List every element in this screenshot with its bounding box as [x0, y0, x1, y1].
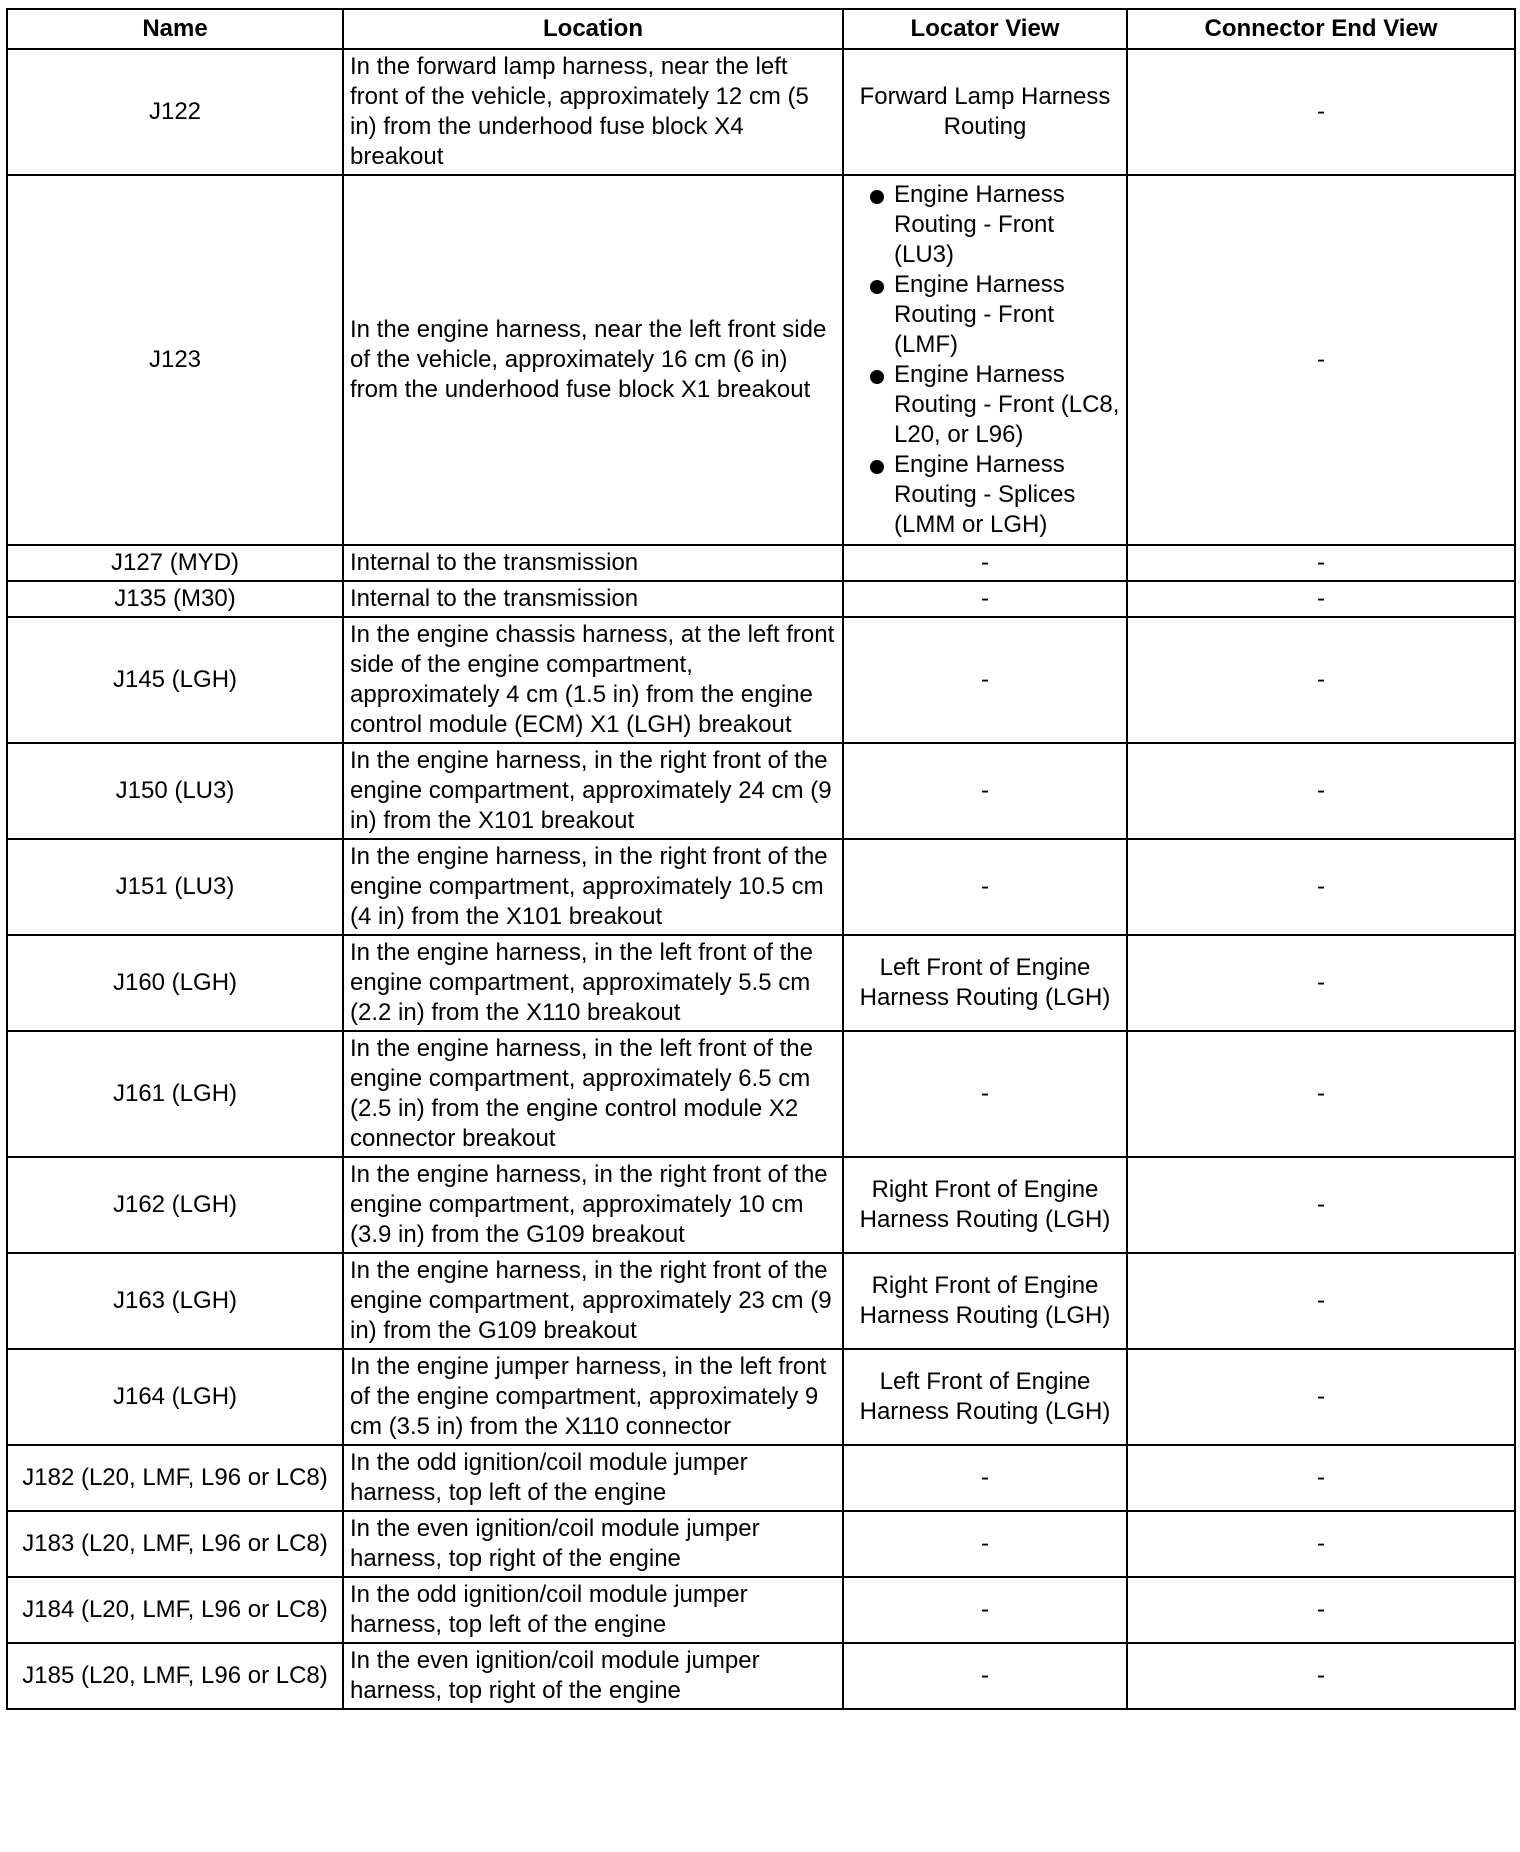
cell-locator-view: - [843, 545, 1127, 581]
table-row [7, 1031, 1515, 1157]
cell-connector-end-view: - [1127, 1643, 1515, 1709]
cell-location: In the even ignition/coil module jumper harness, top right of the engine [343, 1643, 843, 1709]
cell-location: In the engine jumper harness, in the left front of the engine compartment, approximately 9 cm (3.5 in) from the X110 connector [343, 1349, 843, 1445]
cell-locator-view: - [843, 1511, 1127, 1577]
cell-locator-view: Forward Lamp Harness Routing [843, 49, 1127, 175]
list-item-text: Engine Harness Routing - Splices (LMM or LGH) [894, 451, 1076, 538]
cell-locator-view: - [843, 1031, 1127, 1157]
document-page [6, 8, 1514, 1710]
cell-locator-view: - [843, 743, 1127, 839]
table-row [7, 545, 1515, 581]
cell-locator-view: Right Front of Engine Harness Routing (LGH) [843, 1157, 1127, 1253]
cell-name: J184 (L20, LMF, L96 or LC8) [7, 1577, 343, 1643]
cell-name: J150 (LU3) [7, 743, 343, 839]
bullet-icon [870, 460, 884, 474]
cell-location: In the engine harness, in the right front of the engine compartment, approximately 24 cm (9 in) from the X101 breakout [343, 743, 843, 839]
list-item [850, 360, 1120, 450]
cell-locator-view: Right Front of Engine Harness Routing (LGH) [843, 1253, 1127, 1349]
bullet-icon [870, 370, 884, 384]
cell-location: In the engine harness, in the right front of the engine compartment, approximately 23 cm (9 in) from the G109 breakout [343, 1253, 843, 1349]
cell-connector-end-view: - [1127, 1349, 1515, 1445]
cell-name: J162 (LGH) [7, 1157, 343, 1253]
table-row [7, 581, 1515, 617]
cell-location: In the engine harness, near the left front side of the vehicle, approximately 16 cm (6 in) from the underhood fuse block X1 breakout [343, 175, 843, 545]
table-row [7, 743, 1515, 839]
cell-name: J151 (LU3) [7, 839, 343, 935]
cell-name: J127 (MYD) [7, 545, 343, 581]
table-row [7, 49, 1515, 175]
cell-location: Internal to the transmission [343, 545, 843, 581]
cell-location: In the engine harness, in the left front of the engine compartment, approximately 5.5 cm (2.2 in) from the X110 breakout [343, 935, 843, 1031]
cell-location: In the engine harness, in the right front of the engine compartment, approximately 10 cm (3.9 in) from the G109 breakout [343, 1157, 843, 1253]
cell-connector-end-view: - [1127, 581, 1515, 617]
cell-name: J183 (L20, LMF, L96 or LC8) [7, 1511, 343, 1577]
table-row [7, 1577, 1515, 1643]
cell-name: J122 [7, 49, 343, 175]
cell-connector-end-view: - [1127, 935, 1515, 1031]
table-row [7, 1445, 1515, 1511]
table-row [7, 935, 1515, 1031]
header-connector-end-view: Connector End View [1127, 9, 1515, 49]
cell-locator-view: - [843, 839, 1127, 935]
cell-name: J185 (L20, LMF, L96 or LC8) [7, 1643, 343, 1709]
table-row [7, 175, 1515, 545]
cell-location: In the forward lamp harness, near the left front of the vehicle, approximately 12 cm (5 in) from the underhood fuse block X4 breakout [343, 49, 843, 175]
cell-name: J182 (L20, LMF, L96 or LC8) [7, 1445, 343, 1511]
bullet-icon [870, 280, 884, 294]
list-item [850, 180, 1120, 270]
cell-locator-view: - [843, 617, 1127, 743]
cell-locator-view: Left Front of Engine Harness Routing (LGH) [843, 1349, 1127, 1445]
cell-locator-view: - [843, 1445, 1127, 1511]
cell-locator-view: - [843, 1577, 1127, 1643]
table-row [7, 1511, 1515, 1577]
list-item [850, 270, 1120, 360]
cell-name: J163 (LGH) [7, 1253, 343, 1349]
header-name: Name [7, 9, 343, 49]
cell-connector-end-view: - [1127, 175, 1515, 545]
cell-connector-end-view: - [1127, 1511, 1515, 1577]
table-row [7, 1253, 1515, 1349]
splice-location-table [6, 8, 1516, 1710]
cell-name: J145 (LGH) [7, 617, 343, 743]
locator-view-list [850, 180, 1120, 540]
cell-name: J123 [7, 175, 343, 545]
list-item-text: Engine Harness Routing - Front (LMF) [894, 271, 1065, 358]
cell-locator-view: - [843, 1643, 1127, 1709]
cell-name: J160 (LGH) [7, 935, 343, 1031]
cell-locator-view [843, 175, 1127, 545]
cell-location: In the odd ignition/coil module jumper harness, top left of the engine [343, 1445, 843, 1511]
table-row [7, 1643, 1515, 1709]
cell-location: In the odd ignition/coil module jumper harness, top left of the engine [343, 1577, 843, 1643]
header-location: Location [343, 9, 843, 49]
cell-location: Internal to the transmission [343, 581, 843, 617]
table-row [7, 1157, 1515, 1253]
cell-connector-end-view: - [1127, 545, 1515, 581]
cell-name: J164 (LGH) [7, 1349, 343, 1445]
list-item-text: Engine Harness Routing - Front (LU3) [894, 181, 1065, 268]
cell-location: In the even ignition/coil module jumper harness, top right of the engine [343, 1511, 843, 1577]
cell-connector-end-view: - [1127, 1445, 1515, 1511]
table-row [7, 1349, 1515, 1445]
list-item [850, 450, 1120, 540]
list-item-text: Engine Harness Routing - Front (LC8, L20, or L96) [894, 361, 1120, 448]
table-row [7, 839, 1515, 935]
cell-locator-view: - [843, 581, 1127, 617]
cell-connector-end-view: - [1127, 1157, 1515, 1253]
cell-connector-end-view: - [1127, 1253, 1515, 1349]
table-row [7, 617, 1515, 743]
cell-name: J161 (LGH) [7, 1031, 343, 1157]
cell-location: In the engine harness, in the left front of the engine compartment, approximately 6.5 cm (2.5 in) from the engine control module X2 connector breakout [343, 1031, 843, 1157]
bullet-icon [870, 190, 884, 204]
cell-connector-end-view: - [1127, 49, 1515, 175]
cell-connector-end-view: - [1127, 743, 1515, 839]
header-row [7, 9, 1515, 49]
cell-location: In the engine harness, in the right front of the engine compartment, approximately 10.5 cm (4 in) from the X101 breakout [343, 839, 843, 935]
cell-connector-end-view: - [1127, 1031, 1515, 1157]
cell-locator-view: Left Front of Engine Harness Routing (LGH) [843, 935, 1127, 1031]
cell-location: In the engine chassis harness, at the left front side of the engine compartment, approximately 4 cm (1.5 in) from the engine control module (ECM) X1 (LGH) breakout [343, 617, 843, 743]
cell-connector-end-view: - [1127, 839, 1515, 935]
header-locator-view: Locator View [843, 9, 1127, 49]
cell-connector-end-view: - [1127, 1577, 1515, 1643]
cell-name: J135 (M30) [7, 581, 343, 617]
cell-connector-end-view: - [1127, 617, 1515, 743]
